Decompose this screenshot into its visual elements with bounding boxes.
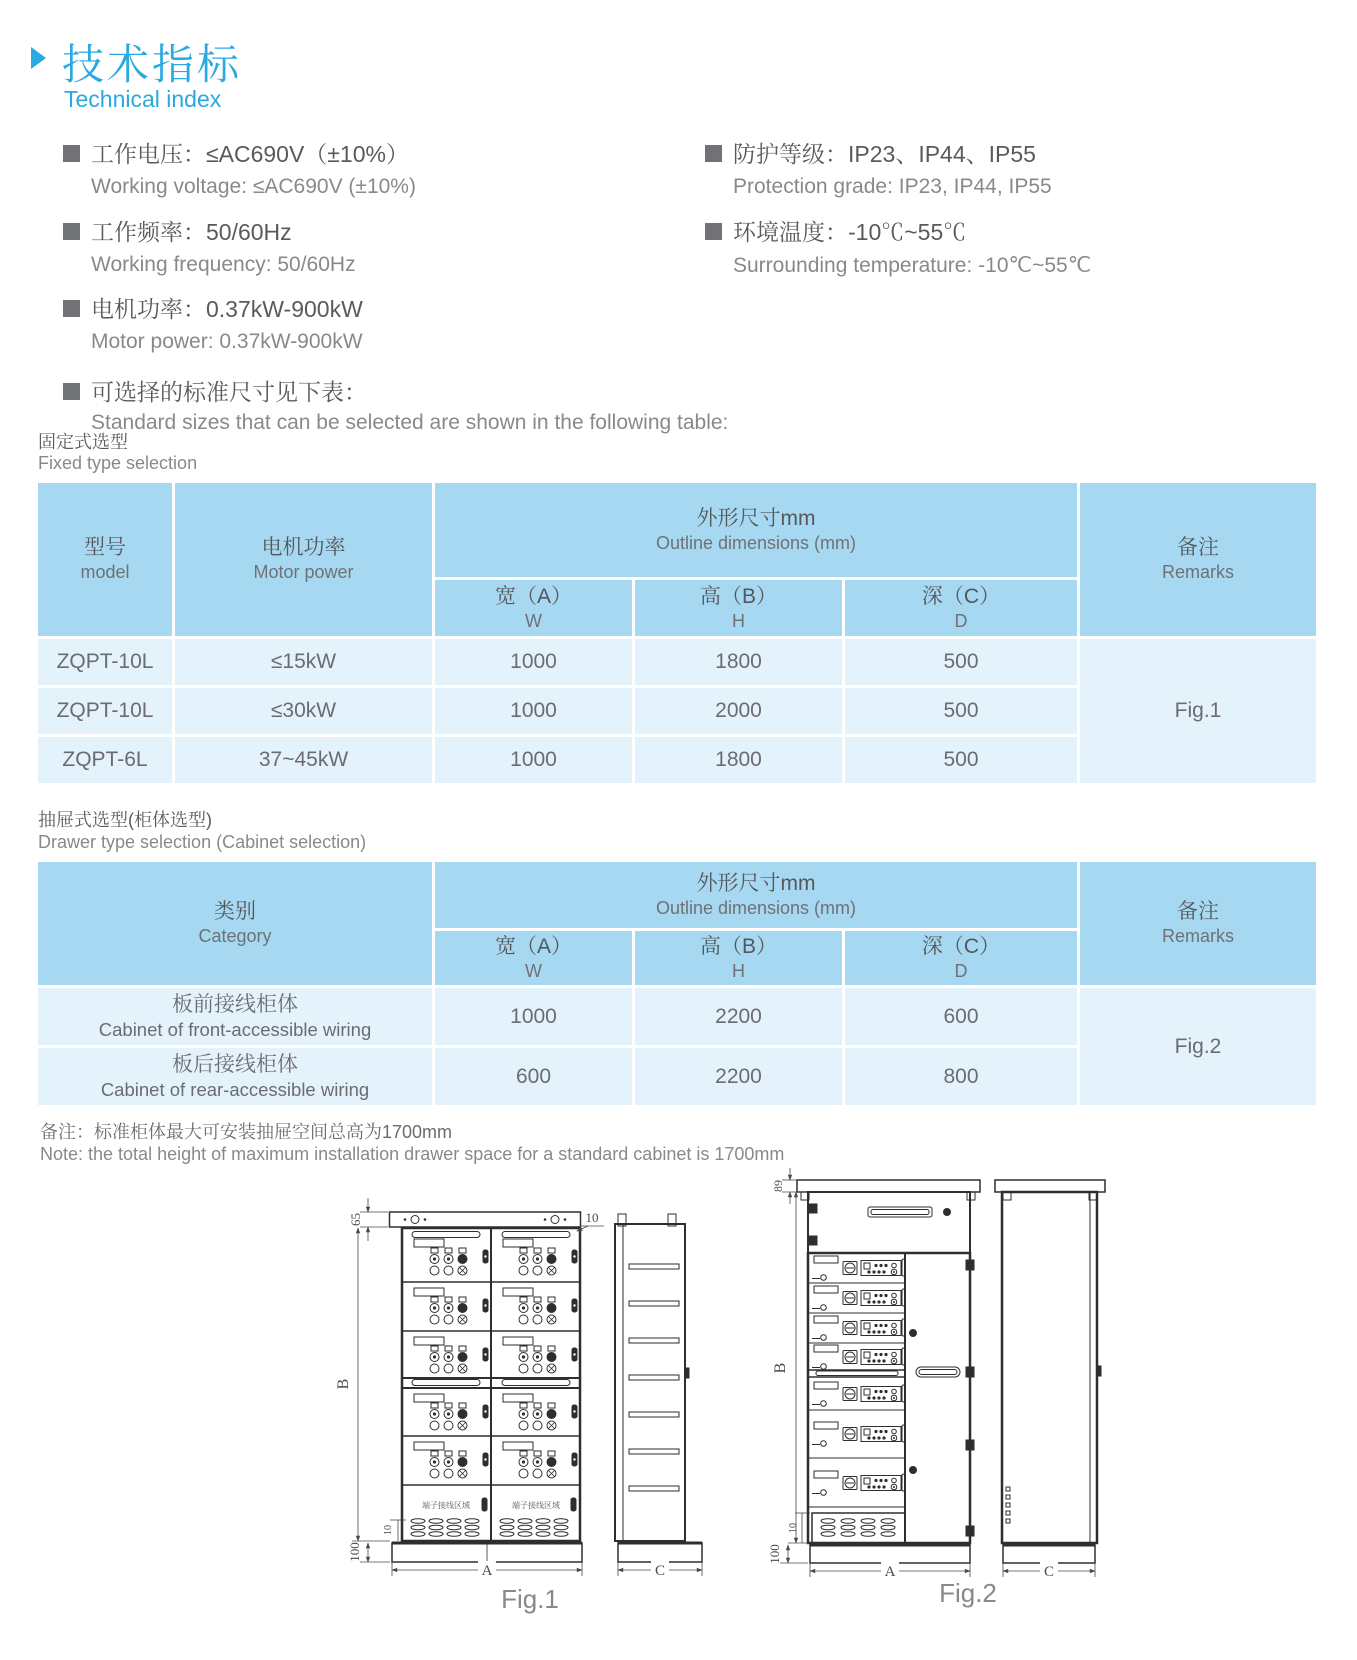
col-header-remarks: 备注 Remarks	[1080, 862, 1316, 985]
section-fixed-zh: 固定式选型	[38, 432, 128, 452]
table-cell-w: 1000	[435, 988, 632, 1045]
table-cell-model: ZQPT-10L	[38, 688, 172, 734]
spec-sizes-zh: 可选择的标准尺寸见下表：	[63, 374, 367, 407]
table-cell-w: 600	[435, 1048, 632, 1105]
section-arrow-icon	[31, 47, 46, 69]
fig2-front-view	[797, 1180, 980, 1563]
spec-frequency-zh: 工作频率：50/60Hz	[63, 214, 292, 247]
square-bullet-icon	[63, 300, 80, 317]
spec-frequency-en: Working frequency: 50/60Hz	[91, 253, 356, 276]
fig1-caption: Fig.1	[501, 1584, 559, 1614]
spec-voltage-zh: 工作电压：≤AC690V（±10%）	[63, 136, 409, 169]
table-cell-h: 2200	[635, 988, 842, 1045]
table-cell-d: 800	[845, 1048, 1077, 1105]
table-cell-h: 1800	[635, 639, 842, 685]
square-bullet-icon	[63, 223, 80, 240]
dim-label-B: B	[335, 1378, 352, 1390]
section-fixed-en: Fixed type selection	[38, 453, 198, 473]
col-header-depth: 深（C） D	[845, 931, 1077, 985]
table-cell-category: 板前接线柜体 Cabinet of front-accessible wiring	[38, 988, 432, 1045]
dim-label-100: 100	[767, 1544, 782, 1564]
square-bullet-icon	[63, 383, 80, 400]
page-title: 技术指标	[62, 41, 243, 88]
dim-label-B: B	[772, 1362, 789, 1374]
dim-label-C: C	[654, 1563, 666, 1579]
col-header-model: 型号 model	[38, 483, 172, 636]
table-cell-motor: ≤15kW	[175, 639, 432, 685]
table-cell-h: 1800	[635, 737, 842, 783]
spec-protection-en: Protection grade: IP23, IP44, IP55	[733, 175, 1052, 198]
table-cell-remarks: Fig.1	[1080, 639, 1316, 783]
col-header-depth: 深（C） D	[845, 580, 1077, 636]
spec-sizes-en: Standard sizes that can be selected are shown in the following table:	[91, 411, 729, 434]
dim-label-A: A	[884, 1564, 896, 1580]
spec-temperature-en: Surrounding temperature: -10℃~55℃	[733, 254, 1092, 277]
square-bullet-icon	[705, 145, 722, 162]
table-cell-remarks: Fig.2	[1080, 988, 1316, 1105]
drawer-type-table	[38, 862, 1316, 1105]
fig1-side-view	[615, 1214, 702, 1579]
dim-label-89: 89	[771, 1180, 785, 1192]
section-drawer-en: Drawer type selection (Cabinet selection)	[38, 832, 367, 852]
col-header-remarks: 备注 Remarks	[1080, 483, 1316, 636]
spec-motor-zh: 电机功率：0.37kW-900kW	[63, 291, 363, 324]
cabinet-drawings	[330, 1148, 1160, 1628]
dim-label-C: C	[1043, 1564, 1055, 1580]
table-cell-motor: 37~45kW	[175, 737, 432, 783]
note-zh: 备注：标准柜体最大可安装抽屉空间总高为1700mm	[40, 1122, 453, 1142]
dim-label-10-top: 10	[585, 1210, 599, 1225]
table-cell-category: 板后接线柜体 Cabinet of rear-accessible wiring	[38, 1048, 432, 1105]
col-header-height: 高（B） H	[635, 580, 842, 636]
page-subtitle: Technical index	[64, 86, 222, 112]
square-bullet-icon	[63, 145, 80, 162]
dim-label-10: 10	[788, 1523, 799, 1533]
dim-label-10: 10	[383, 1525, 394, 1535]
terminal-area-label: 端子接线区域	[512, 1501, 560, 1510]
spec-temperature-zh: 环境温度：-10℃~55℃	[705, 214, 966, 247]
fig2-side-view	[995, 1180, 1105, 1580]
fig2-caption: Fig.2	[939, 1578, 997, 1608]
table-cell-model: ZQPT-6L	[38, 737, 172, 783]
table-cell-d: 600	[845, 988, 1077, 1045]
col-header-width: 宽（A） W	[435, 580, 632, 636]
note-en: Note: the total height of maximum installation drawer space for a standard cabinet is 1700mm	[40, 1144, 785, 1164]
fixed-type-table	[38, 483, 1316, 783]
fig1-front-view	[390, 1212, 583, 1562]
spec-voltage-en: Working voltage: ≤AC690V (±10%)	[91, 175, 416, 198]
table-cell-d: 500	[845, 737, 1077, 783]
table-cell-h: 2200	[635, 1048, 842, 1105]
table-cell-w: 1000	[435, 737, 632, 783]
col-header-height: 高（B） H	[635, 931, 842, 985]
col-header-category: 类别 Category	[38, 862, 432, 985]
table-cell-h: 2000	[635, 688, 842, 734]
table-cell-motor: ≤30kW	[175, 688, 432, 734]
col-header-motor-power: 电机功率 Motor power	[175, 483, 432, 636]
table-cell-d: 500	[845, 639, 1077, 685]
square-bullet-icon	[705, 223, 722, 240]
table-cell-w: 1000	[435, 639, 632, 685]
dim-label-A: A	[481, 1563, 493, 1579]
section-drawer-zh: 抽屉式选型(柜体选型)	[38, 810, 212, 830]
col-header-outline-dimensions: 外形尺寸mm Outline dimensions (mm)	[435, 862, 1077, 928]
terminal-area-label: 端子接线区域	[422, 1501, 470, 1510]
table-cell-model: ZQPT-10L	[38, 639, 172, 685]
table-cell-w: 1000	[435, 688, 632, 734]
col-header-outline-dimensions: 外形尺寸mm Outline dimensions (mm)	[435, 483, 1077, 577]
table-cell-d: 500	[845, 688, 1077, 734]
dim-label-65: 65	[348, 1213, 363, 1226]
spec-protection-zh: 防护等级：IP23、IP44、IP55	[705, 136, 1036, 169]
spec-motor-en: Motor power: 0.37kW-900kW	[91, 330, 363, 353]
dim-label-100: 100	[347, 1542, 362, 1562]
col-header-width: 宽（A） W	[435, 931, 632, 985]
